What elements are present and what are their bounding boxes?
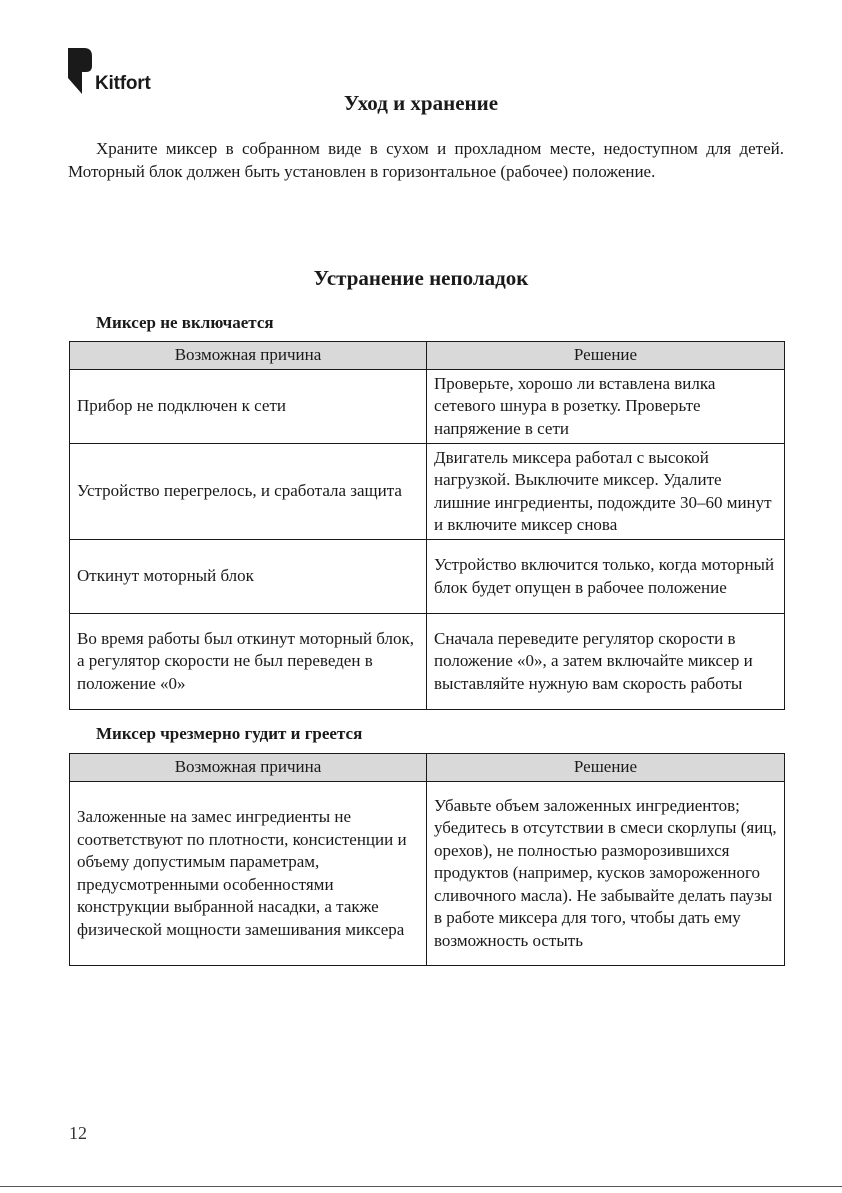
section-heading: Миксер не включается bbox=[96, 313, 274, 332]
page-bottom-divider bbox=[0, 1186, 842, 1187]
cause-cell: Прибор не подключен к сети bbox=[70, 370, 427, 444]
column-header-cause: Возможная причина bbox=[70, 754, 427, 782]
page-number: 12 bbox=[69, 1123, 87, 1143]
column-header-solution: Решение bbox=[427, 754, 785, 782]
troubleshooting-table-1 bbox=[69, 341, 785, 710]
table-row bbox=[70, 444, 785, 540]
cause-cell: Устройство перегрелось, и сработала защита bbox=[70, 444, 427, 540]
solution-cell: Устройство включится только, когда моторный блок будет опущен в рабочее положение bbox=[427, 540, 785, 614]
solution-cell: Сначала переведите регулятор скорости в положение «0», а затем включайте миксер и выставляйте нужную вам скорость работы bbox=[427, 614, 785, 710]
column-header-solution: Решение bbox=[427, 342, 785, 370]
cause-cell: Откинут моторный блок bbox=[70, 540, 427, 614]
table-header-row bbox=[70, 342, 785, 370]
table-row bbox=[70, 370, 785, 444]
kitfort-flag-icon bbox=[68, 48, 92, 94]
solution-cell: Двигатель миксера работал с высокой нагрузкой. Выключите миксер. Удалите лишние ингредиенты, подождите 30–60 минут и включите миксер снова bbox=[427, 444, 785, 540]
table-row bbox=[70, 782, 785, 966]
solution-cell: Проверьте, хорошо ли вставлена вилка сетевого шнура в розетку. Проверьте напряжение в сети bbox=[427, 370, 785, 444]
table-row bbox=[70, 540, 785, 614]
cause-cell: Во время работы был откинут моторный блок, а регулятор скорости не был переведен в положение «0» bbox=[70, 614, 427, 710]
brand-name: Kitfort bbox=[95, 73, 151, 94]
column-header-cause: Возможная причина bbox=[70, 342, 427, 370]
care-paragraph: Храните миксер в собранном виде в сухом и прохладном месте, недоступном для детей. Моторный блок должен быть установлен в горизонтальное (рабочее) положение. bbox=[68, 139, 784, 181]
table-row bbox=[70, 614, 785, 710]
solution-cell: Убавьте объем заложенных ингредиентов; убедитесь в отсутствии в смеси скорлупы (яиц, орехов), не полностью разморозившихся продуктов (например, кусков замороженного сливочного масла). Не забывайте делать паузы в работе миксера для того, чтобы дать ему возможность остыть bbox=[427, 782, 785, 966]
cause-cell: Заложенные на замес ингредиенты не соответствуют по плотности, консистенции и объему допустимым параметрам, предусмотренными особенностями конструкции выбранной насадки, а также физической мощности замешивания миксера bbox=[70, 782, 427, 966]
section-heading: Миксер чрезмерно гудит и греется bbox=[96, 724, 363, 743]
table-header-row bbox=[70, 754, 785, 782]
troubleshooting-title: Устранение неполадок bbox=[313, 266, 529, 290]
care-title: Уход и хранение bbox=[343, 91, 499, 115]
kitfort-logo bbox=[68, 48, 168, 96]
troubleshooting-table-2 bbox=[69, 753, 785, 966]
